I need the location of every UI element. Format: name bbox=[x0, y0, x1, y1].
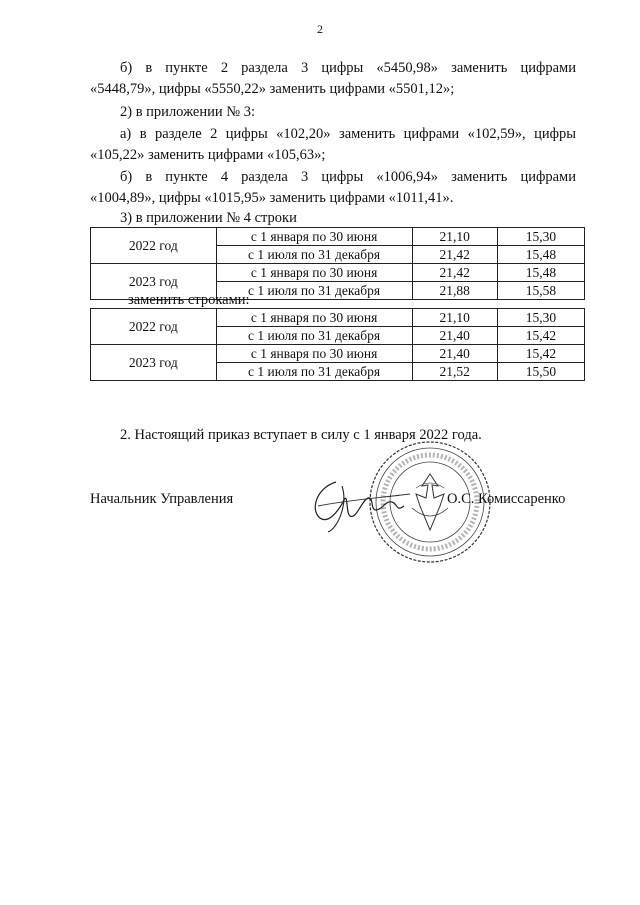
value-cell: 15,42 bbox=[497, 345, 584, 363]
table-row bbox=[91, 228, 585, 246]
value-cell: 15,48 bbox=[497, 246, 584, 264]
value-cell: 15,42 bbox=[497, 327, 584, 345]
year-cell: 2022 год bbox=[91, 309, 217, 345]
paragraph-line: «5448,79», цифры «5550,22» заменить цифрами «5501,12»; bbox=[90, 81, 455, 97]
paragraph-text: 2) в приложении № 3: bbox=[120, 104, 255, 120]
year-cell: 2023 год bbox=[91, 345, 217, 381]
value-cell: 21,42 bbox=[412, 246, 497, 264]
handwritten-signature-icon bbox=[298, 470, 418, 540]
final-clause: 2. Настоящий приказ вступает в силу с 1 января 2022 года. bbox=[120, 427, 482, 443]
paragraph-line bbox=[90, 167, 576, 188]
value-cell: 21,88 bbox=[412, 282, 497, 300]
paragraph-2 bbox=[90, 102, 576, 123]
period-cell: с 1 января по 30 июня bbox=[216, 228, 412, 246]
paragraph-line bbox=[90, 124, 576, 145]
rates-table-old bbox=[90, 227, 585, 300]
value-cell: 21,10 bbox=[412, 228, 497, 246]
value-cell: 15,30 bbox=[497, 309, 584, 327]
value-cell: 15,48 bbox=[497, 264, 584, 282]
value-cell: 21,52 bbox=[412, 363, 497, 381]
period-cell: с 1 января по 30 июня bbox=[216, 345, 412, 363]
replace-label: заменить строками: bbox=[128, 292, 250, 308]
page-number: 2 bbox=[317, 22, 323, 36]
value-cell: 21,42 bbox=[412, 264, 497, 282]
value-cell: 15,30 bbox=[497, 228, 584, 246]
value-cell: 21,40 bbox=[412, 327, 497, 345]
rates-table-new bbox=[90, 308, 585, 381]
paragraph-1b bbox=[90, 58, 576, 100]
paragraph-line bbox=[90, 58, 576, 79]
period-cell: с 1 июля по 31 декабря bbox=[216, 363, 412, 381]
paragraph-5 bbox=[90, 208, 576, 229]
value-cell: 15,50 bbox=[497, 363, 584, 381]
period-cell: с 1 июля по 31 декабря bbox=[216, 327, 412, 345]
paragraph-line: «105,22» заменить цифрами «105,63»; bbox=[90, 147, 326, 163]
table-row bbox=[91, 309, 585, 327]
signatory-name: О.С. Комиссаренко bbox=[447, 491, 566, 507]
period-cell: с 1 января по 30 июня bbox=[216, 264, 412, 282]
paragraph-text: б) в пункте 4 раздела 3 цифры «1006,94» заменить цифрами bbox=[120, 169, 576, 185]
paragraph-line bbox=[90, 208, 576, 229]
paragraph-3a bbox=[90, 124, 576, 166]
value-cell: 21,10 bbox=[412, 309, 497, 327]
value-cell: 15,58 bbox=[497, 282, 584, 300]
year-cell: 2022 год bbox=[91, 228, 217, 264]
table-row bbox=[91, 264, 585, 282]
table-row bbox=[91, 345, 585, 363]
period-cell: с 1 июля по 31 декабря bbox=[216, 282, 412, 300]
paragraph-text: 3) в приложении № 4 строки bbox=[120, 210, 297, 226]
value-cell: 21,40 bbox=[412, 345, 497, 363]
signatory-title: Начальник Управления bbox=[90, 491, 234, 507]
paragraph-4b bbox=[90, 167, 576, 209]
year-cell: 2023 год bbox=[91, 264, 217, 300]
paragraph-line bbox=[90, 102, 576, 123]
paragraph-text: б) в пункте 2 раздела 3 цифры «5450,98» заменить цифрами bbox=[120, 60, 576, 76]
period-cell: с 1 июля по 31 декабря bbox=[216, 246, 412, 264]
period-cell: с 1 января по 30 июня bbox=[216, 309, 412, 327]
paragraph-text: а) в разделе 2 цифры «102,20» заменить цифрами «102,59», цифры bbox=[120, 126, 576, 142]
paragraph-line: «1004,89», цифры «1015,95» заменить цифрами «1011,41». bbox=[90, 190, 454, 206]
